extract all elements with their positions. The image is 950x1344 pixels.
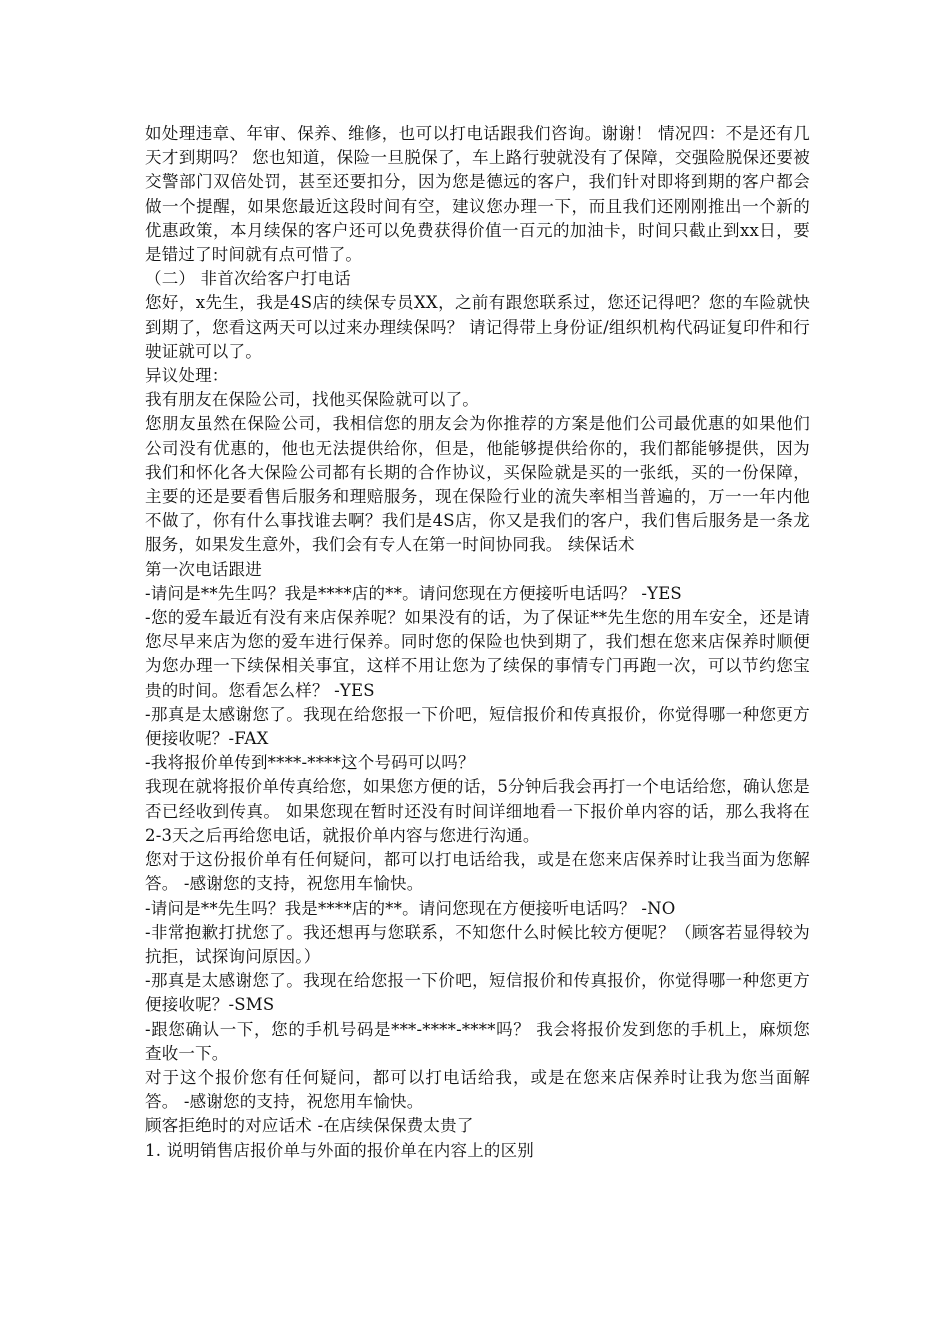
script-line-sms-closing: 对于这个报价您有任何疑问，都可以打电话给我，或是在您来店保养时让我为您当面解答。 -感谢您的支持，祝您用车愉快。 [145,1067,810,1112]
script-line-greeting-yes: -请问是**先生吗？我是****店的**。请问您现在方便接听电话吗？ -YES [145,583,682,603]
script-line-fax-closing: 您对于这份报价单有任何疑问，都可以打电话给我，或是在您来店保养时让我当面为您解答。 -感谢您的支持，祝您用车愉快。 [145,850,810,894]
heading-refusal-scripts: 顾客拒绝时的对应话术 -在店续保保费太贵了 [145,1116,474,1136]
script-line-greeting-no: -请问是**先生吗？我是****店的**。请问您现在方便接听电话吗？ -NO [145,898,676,918]
paragraph-objection: 我有朋友在保险公司，找他买保险就可以了。 [145,390,479,410]
list-item-explain-quote-difference: 1. 说明销售店报价单与外面的报价单在内容上的区别 [145,1140,534,1160]
script-line-quote-sms: -那真是太感谢您了。我现在给您报一下价吧，短信报价和传真报价，你觉得哪一种您更方便接收呢？-SMS [145,971,810,1015]
section-heading-repeat-call: （二） 非首次给客户打电话 [145,269,351,289]
document-page [145,122,810,1163]
script-line-fax-number: -我将报价单传到****-****这个号码可以吗？ [145,753,475,773]
paragraph-repeat-call-greeting: 您好，x先生，我是4S店的续保专员XX，之前有跟您联系过，您还记得吧？您的车险就快到期了，您看这两天可以过来办理续保吗？ 请记得带上身份证/组织机构代码证复印件和行驶证就可以了。 [145,293,810,361]
script-line-confirm-phone: -跟您确认一下，您的手机号码是***-****-****吗？ 我会将报价发到您的手机上，麻烦您查收一下。 [145,1019,810,1063]
heading-objection-handling: 异议处理： [145,366,229,386]
script-line-apology: -非常抱歉打扰您了。我还想再与您联系，不知您什么时候比较方便呢？（顾客若显得较为抗拒，试探询问原因。） [145,922,810,966]
heading-first-call-followup: 第一次电话跟进 [145,559,262,579]
paragraph-objection-response: 您朋友虽然在保险公司，我相信您的朋友会为你推荐的方案是他们公司最优惠的如果他们公司没有优惠的，他也无法提供给你，但是，他能够提供给你的，我们都能够提供，因为我们和怀化各大保险公司都有长期的合作协议，买保险就是买的一张纸，买的一份保障，主要的还是要看售后服务和理赔服务，现在保险行业的流失率相当普遍的，万一一年内他不做了，你有什么事找谁去啊？我们是4S店，你又是我们的客户，我们售后服务是一条龙服务，如果发生意外，我们会有专人在第一时间协同我。 续保话术 [145,414,810,555]
script-line-quote-fax: -那真是太感谢您了。我现在给您报一下价吧，短信报价和传真报价，你觉得哪一种您更方便接收呢？-FAX [145,704,810,749]
script-line-maintenance: -您的爱车最近有没有来店保养呢？如果没有的话，为了保证**先生您的用车安全，还是请您尽早来店为您的爱车进行保养。同时您的保险也快到期了，我们想在您来店保养时顺便为您办理一下续保相关事宜，这样不用让您为了续保的事情专门再跑一次，可以节约您宝贵的时间。您看怎么样？ -YES [145,608,810,700]
paragraph-situation-four: 如处理违章、年审、保养、维修，也可以打电话跟我们咨询。谢谢！ 情况四：不是还有几天才到期吗？ 您也知道，保险一旦脱保了，车上路行驶就没有了保障，交强险脱保还要被交警部门双倍处罚，甚至还要扣分，因为您是德远的客户，我们针对即将到期的客户都会做一个提醒，如果您最近这段时间有空，建议您办理一下，而且我们还刚刚推出一个新的优惠政策，本月续保的客户还可以免费获得价值一百元的加油卡，时间只截止到xx日，要是错过了时间就有点可惜了。 [145,124,810,265]
script-line-fax-followup: 我现在就将报价单传真给您，如果您方便的话，5分钟后我会再打一个电话给您，确认您是否已经收到传真。 如果您现在暂时还没有时间详细地看一下报价单内容的话，那么我将在2-3天之后再给您电话，就报价单内容与您进行沟通。 [145,777,810,845]
